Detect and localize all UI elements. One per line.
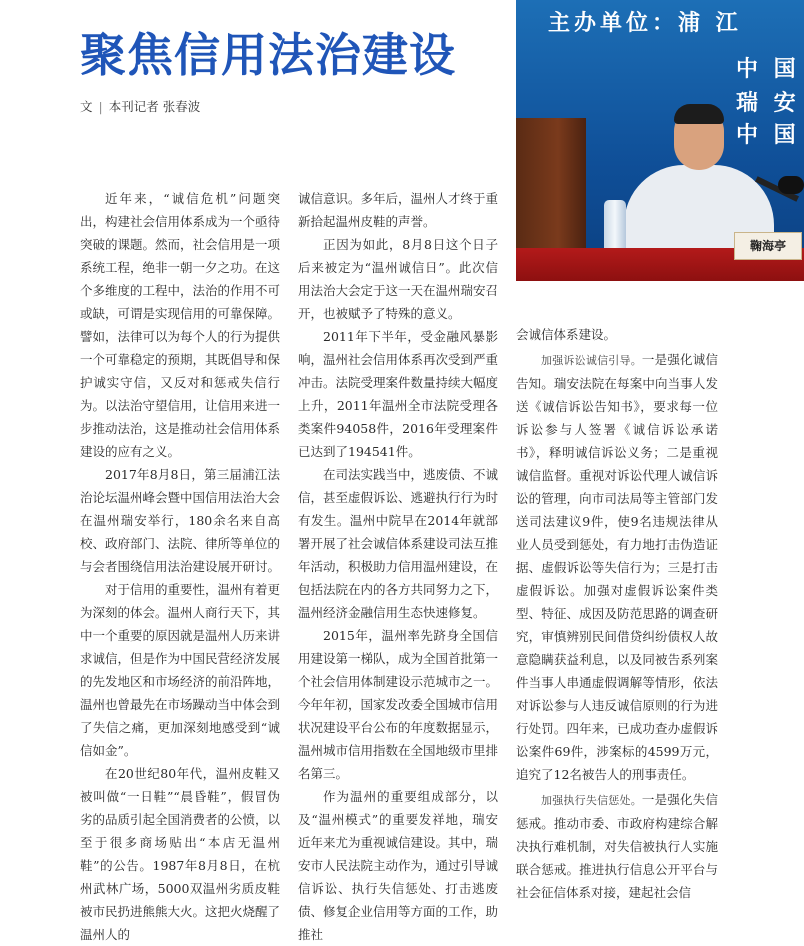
- paragraph-text: 一是强化诚信告知。瑞安法院在每案中向当事人发送《诚信诉讼告知书》，要求每一位诉讼参与人签署《诚信诉讼承诺书》，释明诚信诉讼义务；二是重视诚信监督。重视对诉讼代理人诚信诉讼的管理，向市司法局等主管部门发送司法建议9件，使9名违规法律从业人员受到惩处，有力地打击伪造证据、虚假诉讼等失信行为；三是打击虚假诉讼。加强对虚假诉讼案件类型、特征、成因及防范思路的调查研究，审慎辨别民间借贷纠纷债权人故意隐瞒获益利息，以及同被告系列案件当事人串通虚假调解等情形，依法对诉讼参与人违反诚信原则的行为进行处罚。四年来，已成功查办虚假诉讼案件69件，涉案标的4599万元，追究了12名被告人的刑事责任。: [516, 352, 718, 782]
- text-column-2: [298, 187, 498, 946]
- banner-line-1: 主办单位：浦 江: [548, 11, 742, 36]
- banner-line-2: 中 国: [736, 57, 800, 82]
- byline: [80, 97, 200, 115]
- speaker-hair: [674, 104, 724, 124]
- paragraph: 作为温州的重要组成部分，以及“温州模式”的重要发祥地，瑞安近年来尤为重视诚信建设。其中，瑞安市人民法院主动作为，通过引导诚信诉讼、执行失信惩处、打击逃废债、修复企业信用等方面的工作，助推社: [298, 789, 499, 942]
- article-title: 聚焦信用法治建设: [80, 28, 456, 82]
- text-column-3: [516, 323, 718, 904]
- paragraph: 在20世纪80年代，温州皮鞋又被叫做“一日鞋”“晨昏鞋”，假冒伪劣的品质引起全国消费者的公愤，以至于很多商场贴出“本店无温州鞋”的公告。1987年8月8日，在杭州武林广场，5000双温州劣质皮鞋被市民扔进熊熊大火。这把火烧醒了温州人的: [80, 766, 281, 942]
- byline-prefix: 文: [80, 99, 93, 114]
- paragraph: 2011年下半年，受金融风暴影响，温州社会信用体系再次受到严重冲击。法院受理案件数量持续大幅度上升，2011年温州全市法院受理各类案件94058件，2016年受理案件已达到了194541件。: [298, 329, 499, 459]
- paragraph: 正因为如此，8月8日这个日子后来被定为“温州诚信日”。此次信用法治大会定于这一天在温州瑞安召开，也被赋予了特殊的意义。: [298, 237, 499, 321]
- nameplate: 鞠海亭: [734, 232, 802, 260]
- paragraph: 近年来，“诚信危机”问题突出，构建社会信用体系成为一个亟待突破的课题。然而，社会信用是一项系统工程，绝非一朝一夕之功。在这个多维度的工程中，法治的作用不可或缺，可谓是实现信用的可靠保障。譬如，法律可以为每个人的行为提供一个可靠稳定的预期，其既倡导和保护诚实守信，又反对和惩戒失信行为。以法治守望信用，让信用来进一步推动法治，这是推动社会信用体系建设的应有之义。: [80, 191, 281, 459]
- paragraph: [516, 348, 718, 786]
- paragraph: 对于信用的重要性，温州有着更为深刻的体会。温州人商行天下，其中一个重要的原因就是温州人历来讲求诚信，但是作为中国民营经济发展的先发地区和市场经济的前沿阵地，温州也曾最先在市场躁动当中体会到了失信之痛，更加深刻地感受到“诚信如金”。: [80, 582, 281, 758]
- paragraph: 诚信意识。多年后，温州人才终于重新拾起温州皮鞋的声誉。: [298, 191, 499, 229]
- paragraph: [516, 323, 718, 346]
- paragraph-text: 一是强化失信惩戒。推动市委、市政府构建综合解决执行难机制，对失信被执行人实施联合惩戒。推进执行信息公开平台与社会征信体系对接，建起社会信: [516, 792, 718, 900]
- section-lead: 加强执行失信惩处。: [541, 794, 642, 807]
- banner-line-4: 中 国: [736, 123, 800, 148]
- text-column-1: [80, 187, 280, 946]
- paragraph-text: 会诚信体系建设。: [516, 327, 617, 342]
- paragraph: 2017年8月8日，第三届浦江法治论坛温州峰会暨中国信用法治大会在温州瑞安举行，180余名来自高校、政府部门、法院、律所等单位的与会者围绕信用法治建设展开研讨。: [80, 467, 281, 574]
- byline-author: 本刊记者 张春波: [108, 99, 201, 114]
- paragraph: [516, 788, 718, 904]
- section-lead: 加强诉讼诚信引导。: [541, 354, 642, 367]
- paragraph: 在司法实践当中，逃废债、不诚信，甚至虚假诉讼、逃避执行行为时有发生。温州中院早在2014年就部署开展了社会诚信体系建设司法互推年活动，积极助力信用温州建设，在包括法院在内的各方共同努力之下，温州经济金融信用生态快速修复。: [298, 467, 499, 620]
- banner-line-3: 瑞 安: [736, 91, 800, 116]
- article-photo: [516, 0, 804, 281]
- microphone-icon: [778, 176, 804, 194]
- paragraph: 2015年，温州率先跻身全国信用建设第一梯队，成为全国首批第一个社会信用体制建设示范城市之一。今年年初，国家发改委全国城市信用状况建设平台公布的年度数据显示，温州城市信用指数在全国地级市里排名第三。: [298, 628, 499, 781]
- byline-separator: |: [98, 99, 103, 114]
